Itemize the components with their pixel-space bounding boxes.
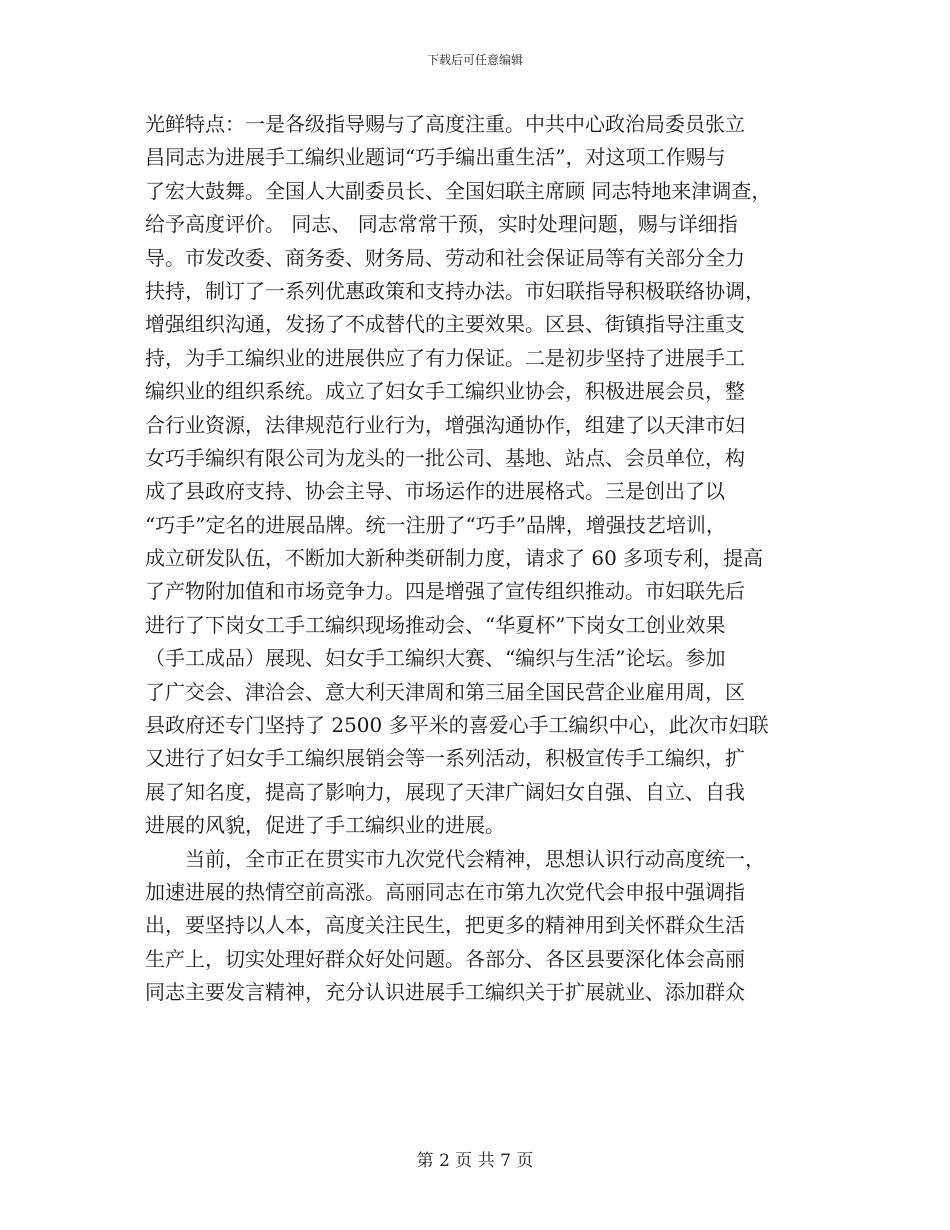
- text-line: 进行了下岗女工手工编织现场推动会、“华夏杯”下岗女工创业效果: [145, 612, 726, 637]
- text-line: 女巧手编织有限公司为龙头的一批公司、基地、站点、会员单位，构: [145, 445, 745, 470]
- text-line: 成了县政府支持、协会主导、市场运作的进展格式。三是创出了以: [145, 479, 725, 504]
- text-line: 编织业的组织系统。成立了妇女手工编织业协会，积极进展会员，整: [145, 379, 745, 404]
- text-line: 了宏大鼓舞。全国人大副委员长、全国妇联主席顾 同志特地来津调查，: [145, 178, 772, 203]
- text-line: 加速进展的热情空前高涨。高丽同志在市第九次党代会申报中强调指: [145, 879, 745, 904]
- text-line: “巧手”定名的进展品牌。统一注册了“巧手”品牌，增强技艺培训，: [145, 512, 726, 537]
- text-line: 了产物附加值和市场竞争力。四是增强了宣传组织推动。市妇联先后: [145, 579, 745, 604]
- text-line: 导。市发改委、商务委、财务局、劳动和社会保证局等有关部分全力: [145, 245, 745, 270]
- page-number-footer: 第 2 页 共 7 页: [416, 1151, 534, 1171]
- text-line: 合行业资源，法律规范行业行为，增强沟通协作，组建了以天津市妇: [145, 412, 745, 437]
- page-header: 下载后可任意编辑: [426, 53, 523, 67]
- text-line: 进展的风貌，促进了手工编织业的进展。: [145, 813, 505, 838]
- text-line: 县政府还专门坚持了 2500 多平米的喜爱心手工编织中心，此次市妇联: [145, 713, 769, 738]
- text-line: 同志主要发言精神，充分认识进展手工编织关于扩展就业、添加群众: [145, 980, 745, 1005]
- text-line: 当前，全市正在贯实市九次党代会精神，思想认识行动高度统一，: [185, 846, 765, 871]
- text-line: 展了知名度，提高了影响力，展现了天津广阔妇女自强、自立、自我: [145, 779, 745, 804]
- text-line: 生产上，切实处理好群众好处问题。各部分、各区县要深化体会高丽: [145, 946, 745, 971]
- text-line: 扶持，制订了一系列优惠政策和支持办法。市妇联指导积极联络协调，: [145, 278, 765, 303]
- text-line: 昌同志为进展手工编织业题词“巧手编出重生活”，对这项工作赐与: [145, 145, 726, 170]
- paragraph-2: [145, 843, 815, 1010]
- text-line: 成立研发队伍，不断加大新种类研制力度，请求了 60 多项专利，提高: [145, 546, 764, 571]
- text-line: 又进行了妇女手工编织展销会等一系列活动，积极宣传手工编织，扩: [145, 746, 745, 771]
- document-body: [145, 108, 815, 1010]
- paragraph-1: [145, 108, 815, 843]
- text-line: 光鲜特点：一是各级指导赐与了高度注重。中共中心政治局委员张立: [145, 112, 745, 136]
- text-line: 持，为手工编织业的进展供应了有力保证。二是初步坚持了进展手工: [145, 345, 745, 370]
- text-line: （手工成品）展现、妇女手工编织大赛、“编织与生活”论坛。参加: [145, 646, 726, 671]
- text-line: 给予高度评价。 同志、 同志常常干预，实时处理问题，赐与详细指: [145, 212, 738, 237]
- text-line: 增强组织沟通，发扬了不成替代的主要效果。区县、街镇指导注重支: [145, 312, 745, 337]
- text-line: 了广交会、津洽会、意大利天津周和第三届全国民营企业雇用周，区: [145, 679, 745, 704]
- text-line: 出，要坚持以人本，高度关注民生，把更多的精神用到关怀群众生活: [145, 913, 745, 938]
